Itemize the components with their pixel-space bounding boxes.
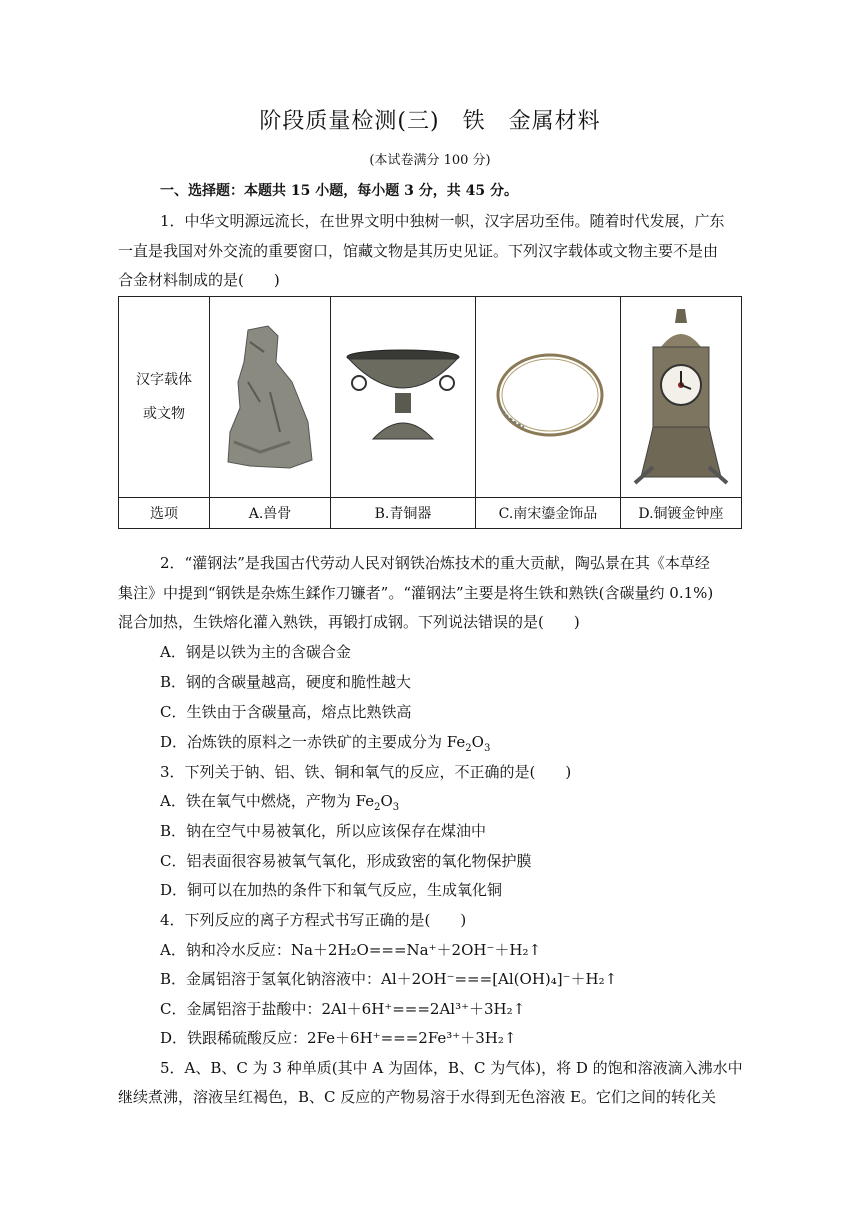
option-d-label: D.铜镀金钟座 <box>620 498 741 529</box>
q1-line-2: 一直是我国对外交流的重要窗口，馆藏文物是其历史见证。下列汉字载体或文物主要不是由 <box>118 242 719 260</box>
option-header-cell: 选项 <box>119 498 210 529</box>
image-cell-d <box>620 297 741 498</box>
q2-line-1: 2．“灌钢法”是我国古代劳动人民对钢铁冶炼技术的重大贡献，陶弘景在其《本草经 <box>160 554 710 572</box>
q4-stem: 4．下列反应的离子方程式书写正确的是( ) <box>160 911 467 929</box>
bronze-vessel-image <box>343 347 463 447</box>
subscript: 3 <box>392 802 400 813</box>
q3-option-a <box>160 790 399 813</box>
q2-option-a: A．钢是以铁为主的含碳合金 <box>160 643 351 661</box>
q2-option-d-text: D．冶炼铁的原料之一赤铁矿的主要成分为 Fe <box>160 733 466 751</box>
q4-option-a: A．钠和冷水反应：Na＋2H₂O===Na⁺＋2OH⁻＋H₂↑ <box>160 941 542 959</box>
row-header-line-1: 汉字载体 <box>136 372 192 388</box>
image-cell-a <box>210 297 331 498</box>
q2-line-2: 集注》中提到“钢铁是杂炼生鍒作刀镰者”。“灌钢法”主要是将生铁和熟铁(含碳量约 0.1%) <box>118 584 714 602</box>
q5-line-1: 5．A、B、C 为 3 种单质(其中 A 为固体，B、C 为气体)，将 D 的饱和溶液滴入沸水中 <box>160 1059 743 1077</box>
clock-base-image <box>631 307 731 487</box>
formula-part: O <box>471 733 484 751</box>
q2-option-d <box>160 731 490 754</box>
subscript: 2 <box>465 743 472 754</box>
option-c-label: C.南宋鎏金饰品 <box>475 498 620 529</box>
q2-option-c: C．生铁由于含碳量高，熔点比熟铁高 <box>160 703 412 721</box>
subscript: 2 <box>374 802 381 813</box>
image-cell-c <box>475 297 620 498</box>
q3-option-b: B．钠在空气中易被氧化，所以应该保存在煤油中 <box>160 822 487 840</box>
q4-option-b: B．金属铝溶于氢氧化钠溶液中：Al＋2OH⁻===[Al(OH)₄]⁻＋H₂↑ <box>160 970 618 988</box>
score-note: (本试卷满分 100 分) <box>369 153 491 168</box>
image-cell-b <box>331 297 476 498</box>
oracle-bone-image <box>220 322 320 472</box>
formula-part: O <box>380 792 393 810</box>
q3-option-d: D．铜可以在加热的条件下和氧气反应，生成氧化铜 <box>160 881 503 899</box>
q2-option-b: B．钢的含碳量越高，硬度和脆性越大 <box>160 673 412 691</box>
q1-line-3: 合金材料制成的是( ) <box>118 271 280 289</box>
q3-stem: 3．下列关于钠、铝、铁、铜和氧气的反应，不正确的是( ) <box>160 763 572 781</box>
q1-options-table <box>118 296 742 529</box>
subscript: 3 <box>483 743 491 754</box>
q3-option-a-text: A．铁在氧气中燃烧，产物为 Fe <box>160 792 375 810</box>
q5-line-2: 继续煮沸，溶液呈红褐色，B、C 反应的产物易溶于水得到无色溶液 E。它们之间的转化关 <box>118 1088 716 1106</box>
row-header-line-2: 或文物 <box>143 406 185 422</box>
option-b-label: B.青铜器 <box>331 498 476 529</box>
q2-line-3: 混合加热，生铁熔化灌入熟铁，再锻打成钢。下列说法错误的是( ) <box>118 613 580 631</box>
q3-option-c: C．铝表面很容易被氧气氧化，形成致密的氧化物保护膜 <box>160 852 532 870</box>
q1-line-1: 1．中华文明源远流长，在世界文明中独树一帜，汉字居功至伟。随着时代发展，广东 <box>160 212 725 230</box>
q4-option-c: C．金属铝溶于盐酸中：2Al＋6H⁺===2Al³⁺＋3H₂↑ <box>160 1000 526 1018</box>
q4-option-d: D．铁跟稀硫酸反应：2Fe＋6H⁺===2Fe³⁺＋3H₂↑ <box>160 1029 517 1047</box>
page-title: 阶段质量检测(三) 铁 金属材料 <box>259 109 601 134</box>
row-header-cell <box>119 297 210 498</box>
section-heading: 一、选择题：本题共 15 小题，每小题 3 分，共 45 分。 <box>160 183 518 199</box>
option-a-label: A.兽骨 <box>210 498 331 529</box>
gilded-ornament-image <box>488 347 608 447</box>
